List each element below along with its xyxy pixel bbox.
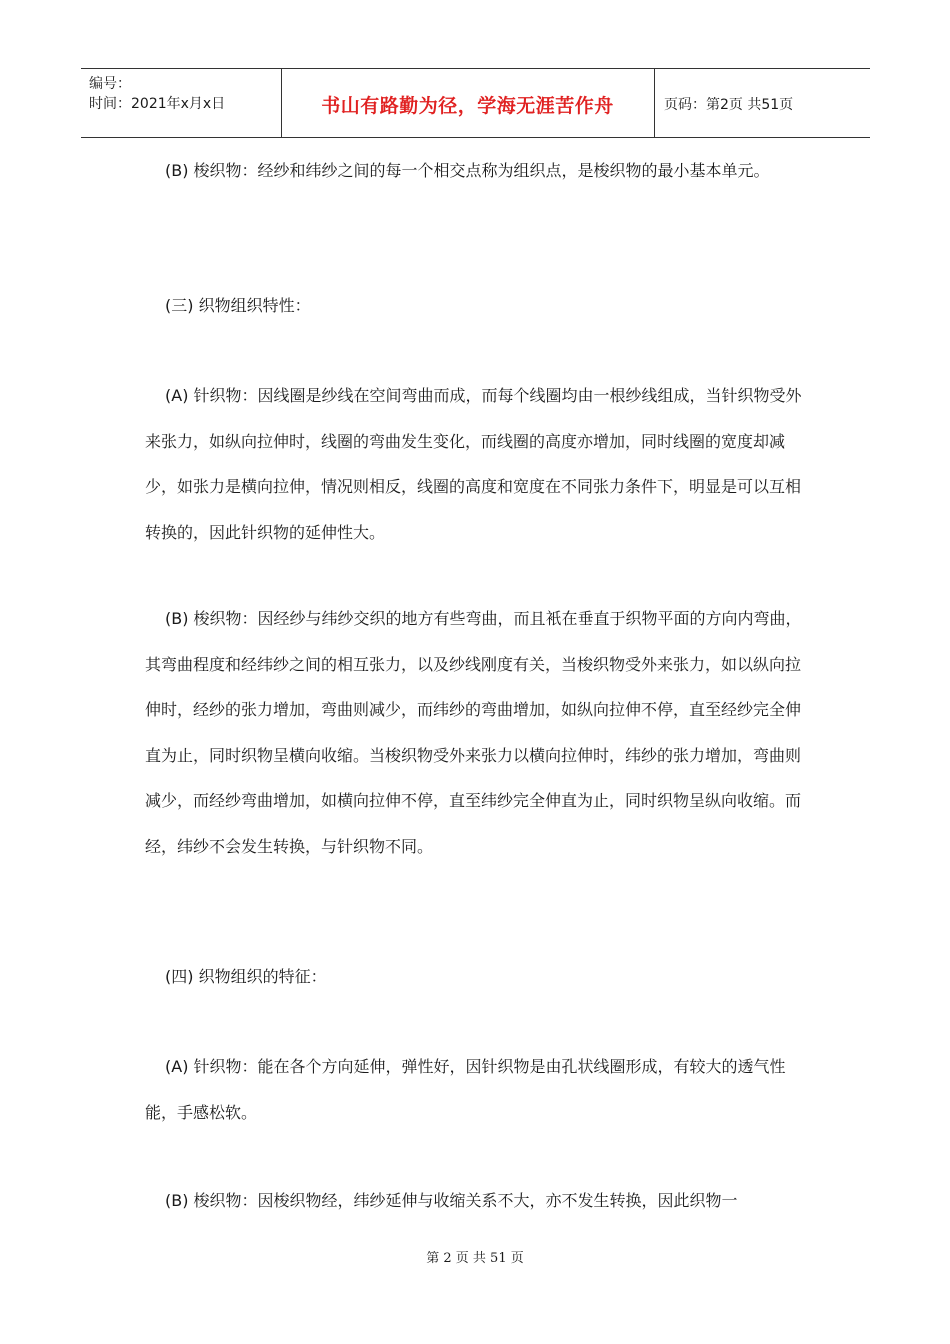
paragraph-woven-features: (B) 梭织物：因梭织物经，纬纱延伸与收缩关系不大，亦不发生转换，因此织物一 bbox=[165, 1191, 738, 1210]
paragraph-woven-properties: (B) 梭织物：因经纱与纬纱交织的地方有些弯曲，而且衹在垂直于织物平面的方向内弯曲，其弯曲程度和经纬纱之间的相互张力，以及纱线刚度有关，当梭织物受外来张力，如以纵向拉伸时，经纱的张力增加，弯曲则减少，而纬纱的弯曲增加，如纵向拉伸不停，直至经纱完全伸直为止，同时织物呈横向收缩。当梭织物受外来张力以横向拉伸时，纬纱的张力增加，弯曲则减少，而经纱弯曲增加，如横向拉伸不停，直至纬纱完全伸直为止，同时织物呈纵向收缩。而经，纬纱不会发生转换，与针织物不同。 bbox=[145, 609, 802, 856]
document-time-label: 时间：2021年x月x日 bbox=[89, 96, 226, 112]
paragraph-knit-features: (A) 针织物：能在各个方向延伸，弹性好，因针织物是由孔状线圈形成，有较大的透气性能，手感松软。 bbox=[145, 1057, 786, 1122]
header-middle-cell bbox=[281, 69, 655, 137]
header-left-cell bbox=[81, 69, 282, 137]
paragraph-knit-properties: (A) 针织物：因线圈是纱线在空间弯曲而成，而每个线圈均由一根纱线组成，当针织物受外来张力，如纵向拉伸时，线圈的弯曲发生变化，而线圈的高度亦增加，同时线圈的宽度却减少，如张力是横向拉伸，情况则相反，线圈的高度和宽度在不同张力条件下，明显是可以互相转换的，因此针织物的延伸性大。 bbox=[145, 386, 802, 542]
page-header bbox=[81, 68, 870, 138]
section-heading-3: (三) 织物组织特性： bbox=[165, 296, 311, 315]
page-footer: 第 2 页 共 51 页 bbox=[426, 1251, 524, 1266]
header-motto: 书山有路勤为径，学海无涯苦作舟 bbox=[321, 95, 614, 117]
header-right-cell bbox=[654, 69, 870, 137]
header-page-info: 页码：第2页 共51页 bbox=[664, 97, 794, 113]
document-number-label: 编号： bbox=[89, 76, 131, 92]
section-heading-4: (四) 织物组织的特征： bbox=[165, 967, 327, 986]
paragraph-woven-unit: (B) 梭织物：经纱和纬纱之间的每一个相交点称为组织点，是梭织物的最小基本单元。 bbox=[165, 161, 770, 180]
